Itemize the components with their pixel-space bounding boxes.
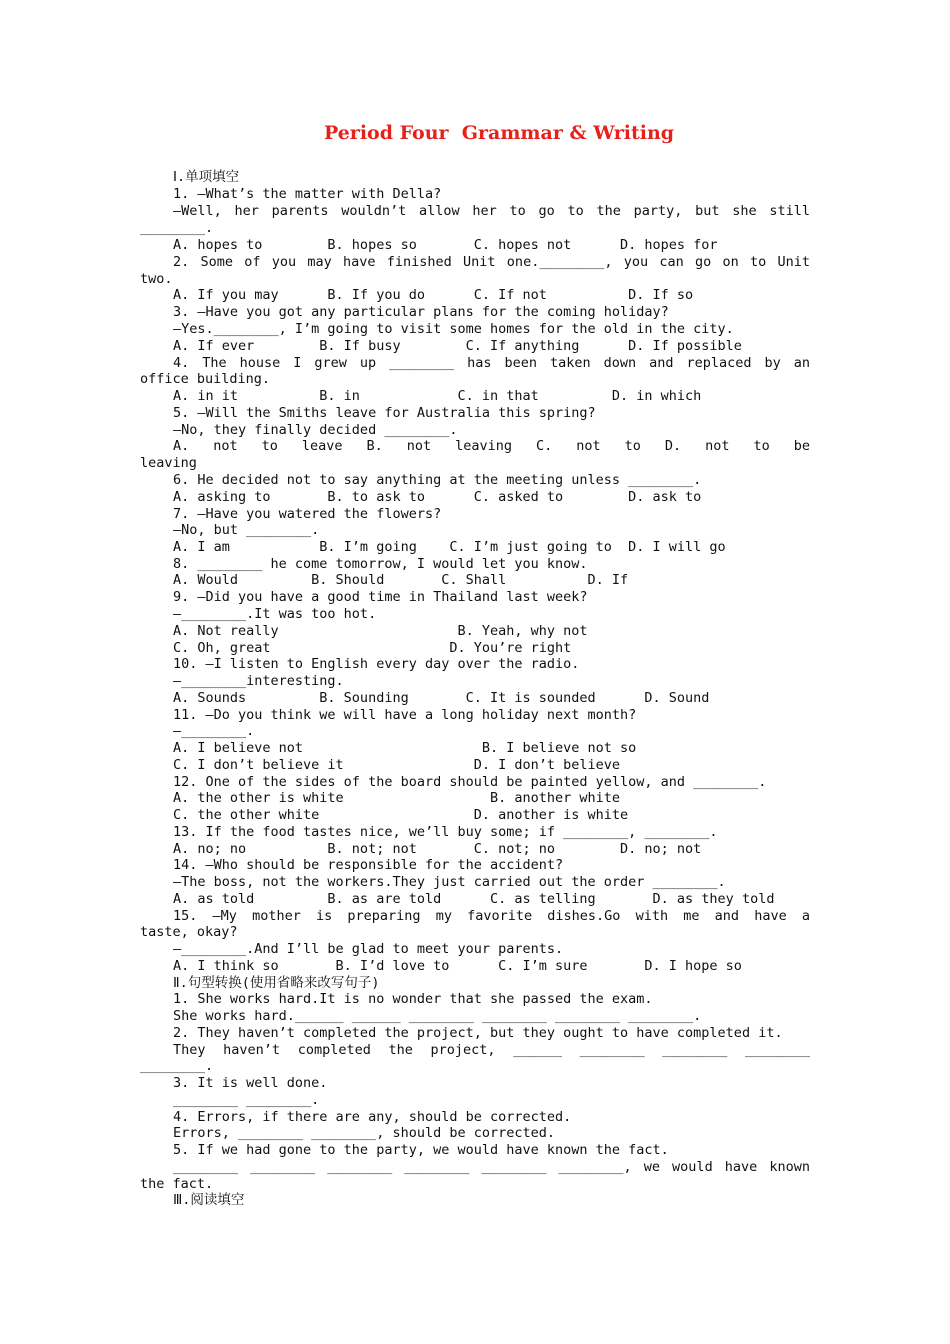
text-line: 4. The house I grew up ________ has been taken down and replaced by an [173,355,810,371]
text-line: ________ ________. [173,1092,320,1108]
text-line: Ⅰ.单项填空 [173,169,240,185]
text-line: 2. They haven’t completed the project, but they ought to have completed it. [173,1025,783,1041]
text-line: —________.It was too hot. [173,606,377,622]
text-line: ________ ________ ________ ________ ________ ________, we would have known [173,1159,810,1175]
text-line: They haven’t completed the project, ______ ________ ________ ________ [173,1042,810,1058]
text-line: 6. He decided not to say anything at the meeting unless ________. [173,472,702,488]
text-line: —No, but ________. [173,522,320,538]
text-line: Ⅱ.句型转换(使用省略来改写句子) [173,975,380,991]
text-line: 7. —Have you watered the flowers? [173,506,442,522]
text-line: A. the other is white B. another white [173,790,621,806]
text-line: A. asking to B. to ask to C. asked to D. ask to [173,489,702,505]
text-line: A. Sounds B. Sounding C. It is sounded D. Sound [173,690,710,706]
text-line: taste, okay? [140,924,238,940]
text-line: 1. She works hard.It is no wonder that she passed the exam. [173,991,653,1007]
text-line: —________. [173,723,255,739]
text-line: C. the other white D. another is white [173,807,629,823]
text-line: A. hopes to B. hopes so C. hopes not D. hopes for [173,237,718,253]
text-line: Errors, ________ ________, should be corrected. [173,1125,556,1141]
text-line: C. I don’t believe it D. I don’t believe [173,757,621,773]
text-line: 3. It is well done. [173,1075,328,1091]
text-line: ________. [140,220,214,236]
text-line: office building. [140,371,271,387]
text-line: the fact. [140,1176,214,1192]
text-line: A. not to leave B. not leaving C. not to D. not to be [173,438,810,454]
page-title: Period Four Grammar & Writing [323,122,675,144]
text-line: A. Not really B. Yeah, why not [173,623,588,639]
text-line: ________. [140,1058,214,1074]
text-line: 1. —What’s the matter with Della? [173,186,442,202]
text-line: 12. One of the sides of the board should be painted yellow, and ________. [173,774,767,790]
text-line: —Well, her parents wouldn’t allow her to go to the party, but she still [173,203,810,219]
text-line: 15. —My mother is preparing my favorite dishes.Go with me and have a [173,908,810,924]
text-line: 8. ________ he come tomorrow, I would let you know. [173,556,588,572]
text-line: 13. If the food tastes nice, we’ll buy some; if ________, ________. [173,824,718,840]
text-line: A. If you may B. If you do C. If not D. If so [173,287,694,303]
text-line: —The boss, not the workers.They just carried out the order ________. [173,874,726,890]
text-line: —________.And I’ll be glad to meet your parents. [173,941,564,957]
text-line: two. [140,271,173,287]
text-line: She works hard.______ ______ ________ ________ ________ ________. [173,1008,702,1024]
text-line: A. Would B. Should C. Shall D. If [173,572,629,588]
text-line: C. Oh, great D. You’re right [173,640,572,656]
text-line: A. as told B. as are told C. as telling D. as they told [173,891,775,907]
text-line: A. I think so B. I’d love to C. I’m sure D. I hope so [173,958,742,974]
text-line: Ⅲ.阅读填空 [173,1192,245,1208]
text-line: A. I am B. I’m going C. I’m just going to D. I will go [173,539,726,555]
text-line: A. If ever B. If busy C. If anything D. If possible [173,338,742,354]
text-line: 10. —I listen to English every day over the radio. [173,656,580,672]
text-line: A. in it B. in C. in that D. in which [173,388,702,404]
text-line: —Yes.________, I’m going to visit some homes for the old in the city. [173,321,734,337]
text-line: 14. —Who should be responsible for the accident? [173,857,564,873]
text-line: —________interesting. [173,673,344,689]
text-line: 4. Errors, if there are any, should be corrected. [173,1109,572,1125]
text-line: 5. If we had gone to the party, we would have known the fact. [173,1142,669,1158]
text-line: 3. —Have you got any particular plans for the coming holiday? [173,304,669,320]
text-line: A. I believe not B. I believe not so [173,740,637,756]
text-line: 2. Some of you may have finished Unit one.________, you can go on to Unit [173,254,810,270]
text-line: 9. —Did you have a good time in Thailand last week? [173,589,588,605]
text-line: —No, they finally decided ________. [173,422,458,438]
text-line: 5. —Will the Smiths leave for Australia this spring? [173,405,596,421]
text-line: leaving [140,455,197,471]
text-line: A. no; no B. not; not C. not; no D. no; not [173,841,702,857]
text-line: 11. —Do you think we will have a long holiday next month? [173,707,637,723]
